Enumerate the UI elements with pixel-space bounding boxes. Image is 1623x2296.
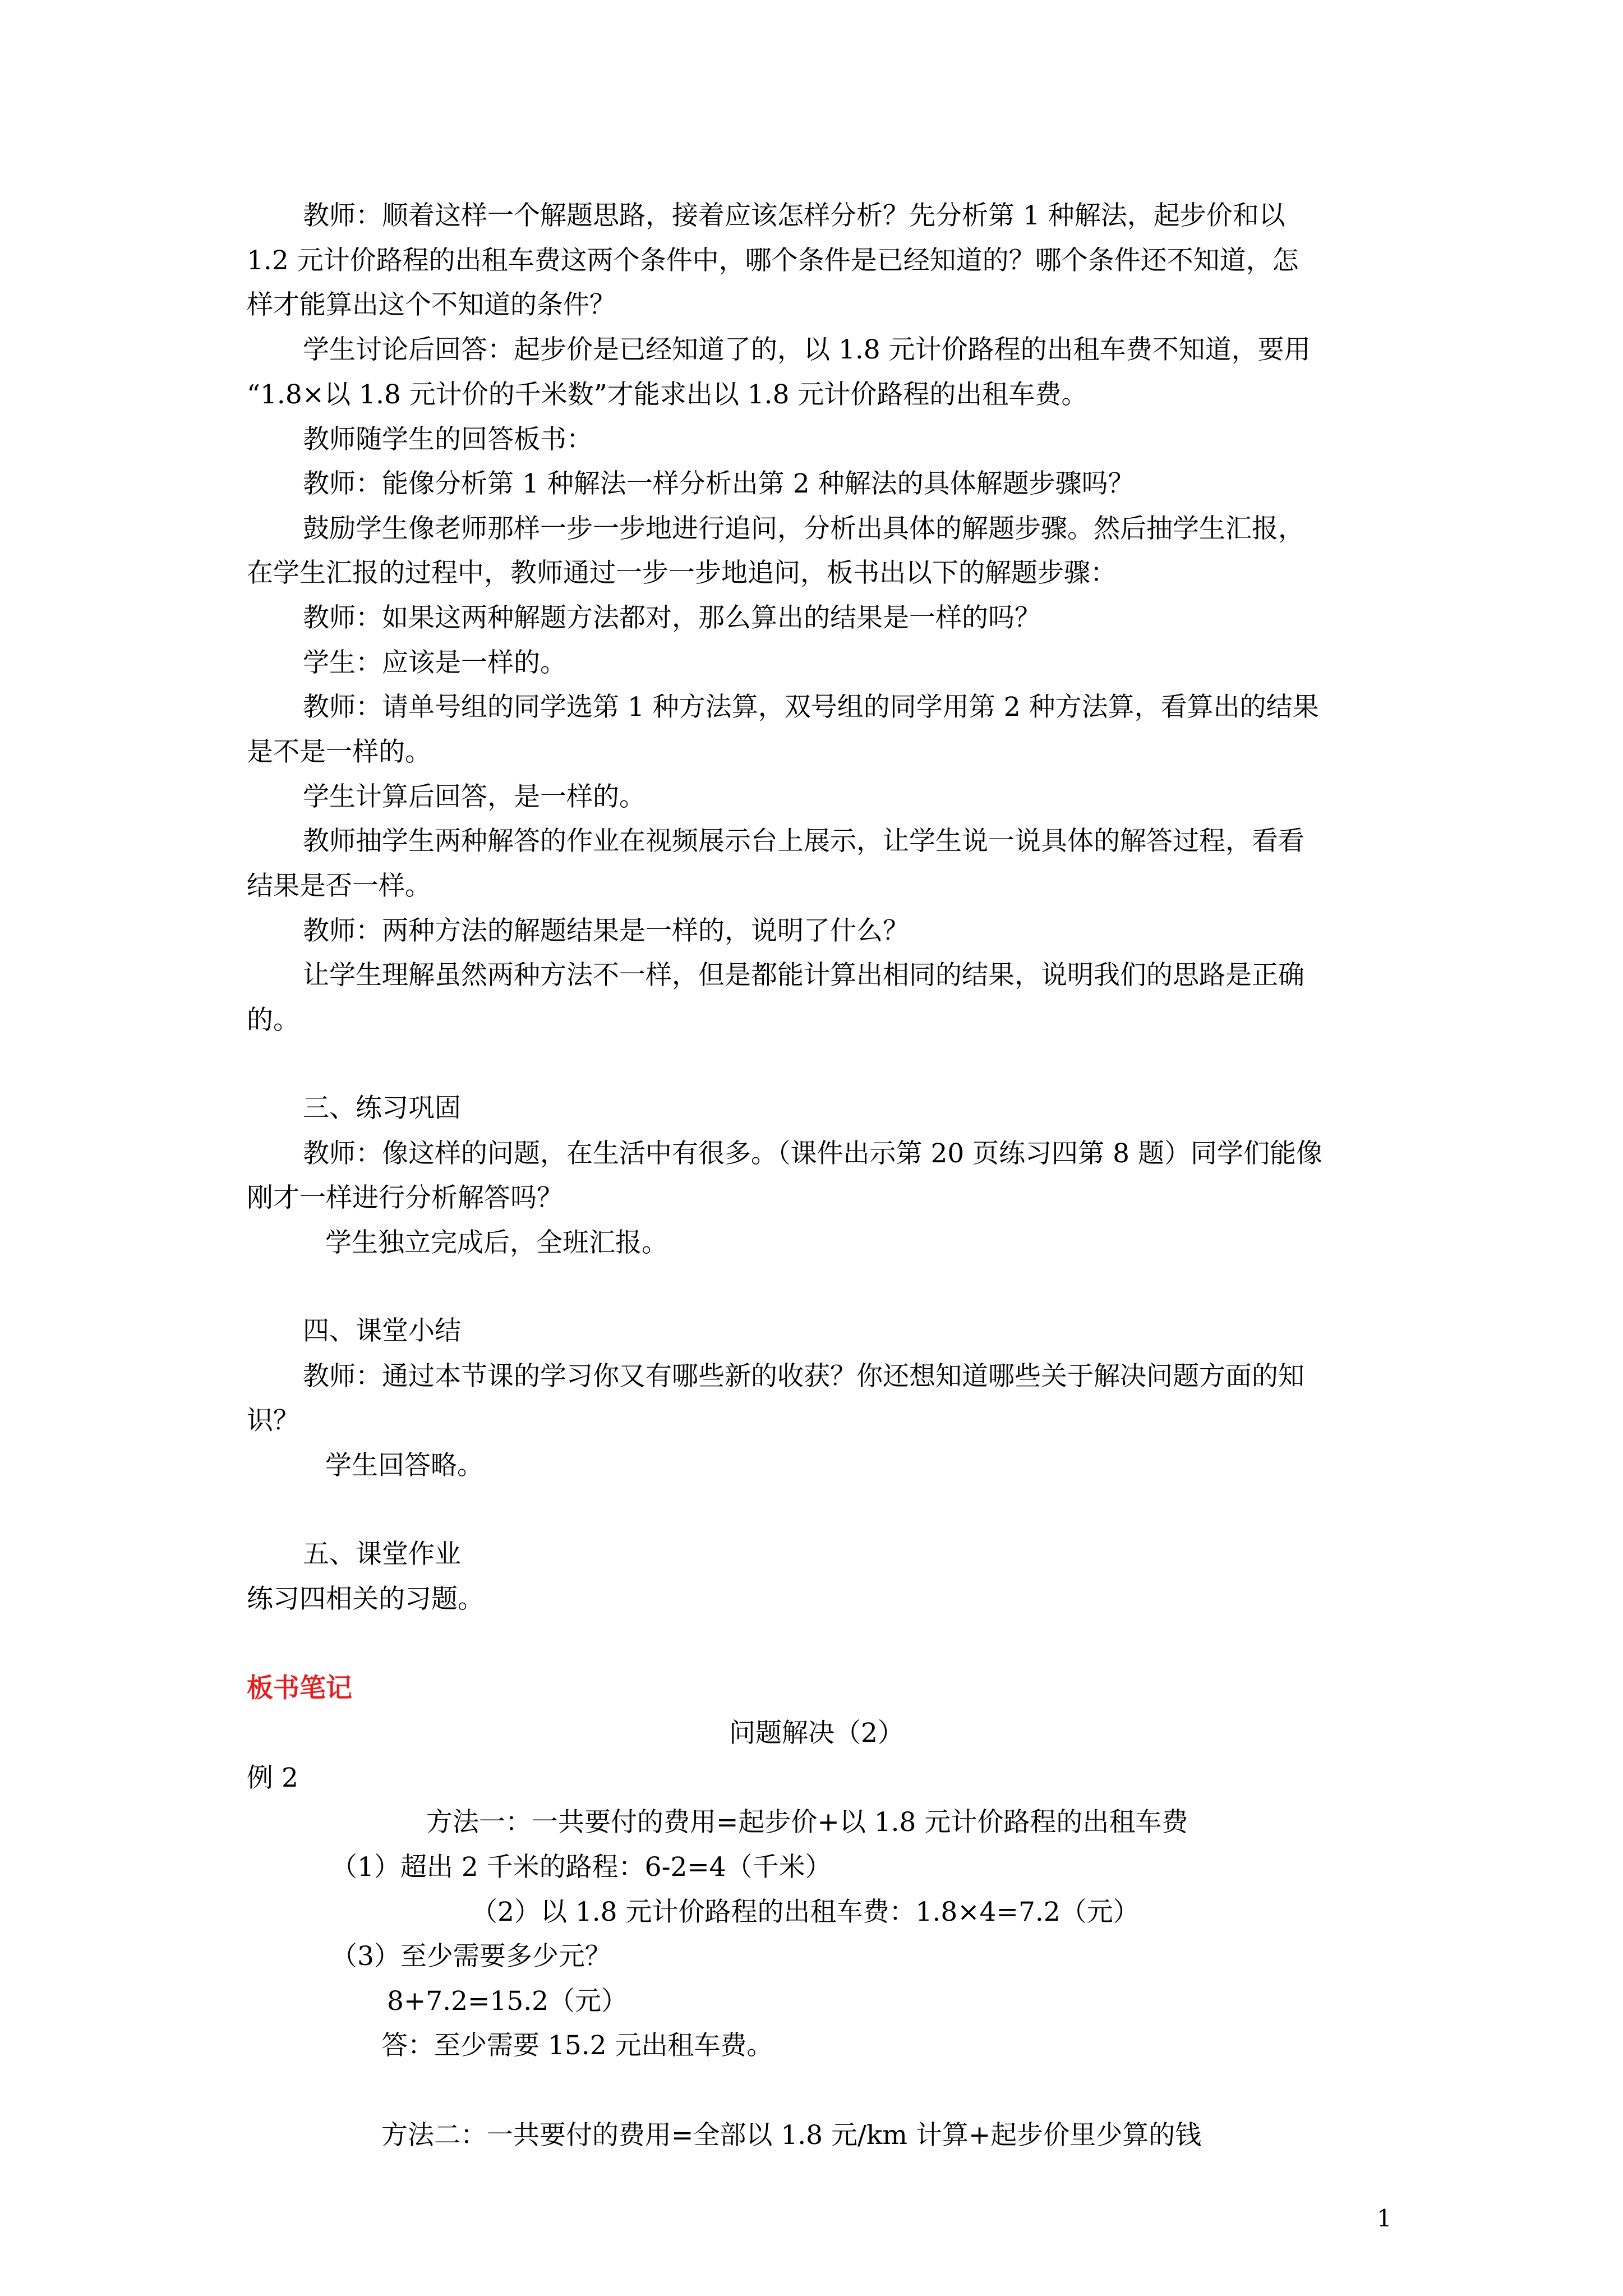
board-notes-heading: 板书笔记 — [247, 1673, 352, 1704]
paragraph-line: 教师：像这样的问题，在生活中有很多。（课件出示第 20 页练习四第 8 题）同学们能像 — [303, 1138, 1322, 1169]
section-heading: 三、练习巩固 — [303, 1093, 461, 1124]
paragraph-line: 1.2 元计价路程的出租车费这两个条件中，哪个条件是已经知道的？哪个条件还不知道，怎 — [247, 245, 1299, 276]
example-label: 例 2 — [247, 1763, 298, 1793]
calculation-line: 8+7.2=15.2（元） — [387, 1986, 628, 2017]
paragraph-line: 教师：如果这两种解题方法都对，那么算出的结果是一样的吗？ — [303, 602, 1041, 633]
paragraph-line: 的。 — [247, 1005, 299, 1036]
step-line: （3）至少需要多少元？ — [331, 1941, 611, 1972]
answer-line: 答：至少需要 15.2 元出租车费。 — [381, 2030, 773, 2061]
paragraph-line: 教师：通过本节课的学习你又有哪些新的收获？你还想知道哪些关于解决问题方面的知 — [303, 1361, 1304, 1392]
paragraph-line: 识？ — [247, 1405, 299, 1436]
paragraph-line: 鼓励学生像老师那样一步一步地进行追问，分析出具体的解题步骤。然后抽学生汇报， — [303, 513, 1304, 544]
paragraph-line: 学生回答略。 — [325, 1450, 483, 1481]
page-number: 1 — [1377, 2205, 1392, 2232]
paragraph-line: 是不是一样的。 — [247, 737, 431, 767]
paragraph-line: 让学生理解虽然两种方法不一样，但是都能计算出相同的结果，说明我们的思路是正确 — [303, 960, 1304, 991]
method-line: 方法一：一共要付的费用=起步价+以 1.8 元计价路程的出租车费 — [426, 1807, 1188, 1838]
step-line: （1）超出 2 千米的路程：6-2=4（千米） — [331, 1852, 832, 1883]
paragraph-line: 练习四相关的习题。 — [247, 1584, 484, 1614]
paragraph-line: 教师：两种方法的解题结果是一样的，说明了什么？ — [303, 915, 909, 946]
paragraph-line: 学生讨论后回答：起步价是已经知道了的，以 1.8 元计价路程的出租车费不知道，要用 — [303, 334, 1311, 365]
paragraph-line: 教师：请单号组的同学选第 1 种方法算，双号组的同学用第 2 种方法算，看算出的结果 — [303, 692, 1319, 723]
section-heading: 五、课堂作业 — [303, 1539, 461, 1570]
paragraph-line: 样才能算出这个不知道的条件？ — [247, 289, 616, 320]
paragraph-line: “1.8×以 1.8 元计价的千米数”才能求出以 1.8 元计价路程的出租车费。 — [247, 379, 1088, 410]
paragraph-line: 教师：能像分析第 1 种解法一样分析出第 2 种解法的具体解题步骤吗？ — [303, 468, 1135, 499]
step-line: （2）以 1.8 元计价路程的出租车费：1.8×4=7.2（元） — [471, 1897, 1140, 1927]
paragraph-line: 学生：应该是一样的。 — [303, 647, 566, 678]
paragraph-line: 学生独立完成后，全班汇报。 — [325, 1227, 668, 1258]
paragraph-line: 学生计算后回答，是一样的。 — [303, 781, 645, 812]
paragraph-line: 结果是否一样。 — [247, 871, 431, 901]
paragraph-line: 教师抽学生两种解答的作业在视频展示台上展示，让学生说一说具体的解答过程，看看 — [303, 826, 1304, 857]
paragraph-line: 教师随学生的回答板书： — [303, 424, 593, 455]
paragraph-line: 在学生汇报的过程中，教师通过一步一步地追问，板书出以下的解题步骤： — [247, 558, 1117, 588]
paragraph-line: 刚才一样进行分析解答吗？ — [247, 1182, 563, 1213]
paragraph-line: 教师：顺着这样一个解题思路，接着应该怎样分析？先分析第 1 种解法，起步价和以 — [303, 200, 1285, 231]
board-title: 问题解决（2） — [729, 1718, 904, 1749]
method-line: 方法二：一共要付的费用=全部以 1.8 元/km 计算+起步价里少算的钱 — [381, 2120, 1202, 2151]
section-heading: 四、课堂小结 — [303, 1315, 461, 1346]
